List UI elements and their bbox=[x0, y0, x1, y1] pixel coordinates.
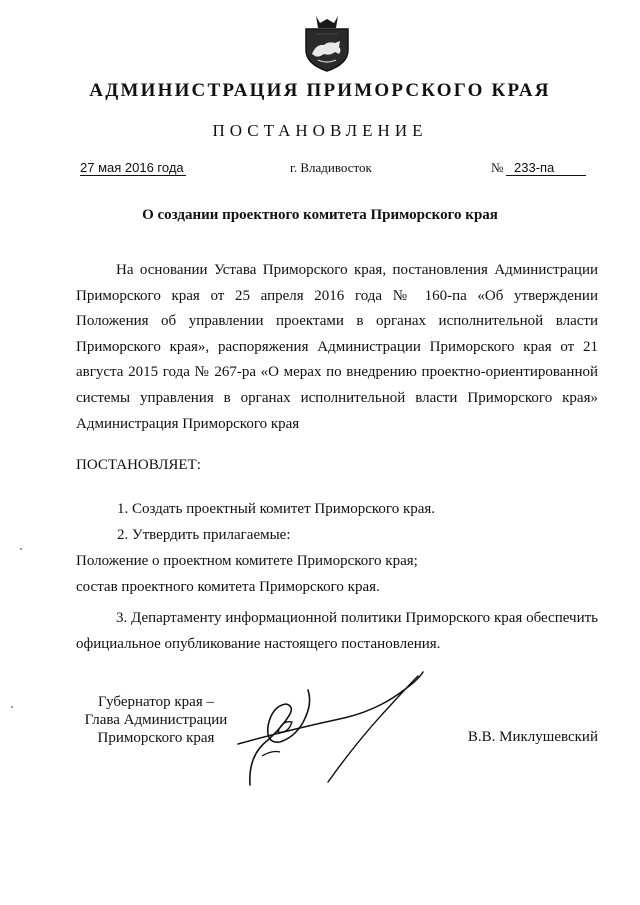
resolution-item-2: 2. Утвердить прилагаемые: bbox=[117, 527, 291, 543]
document-date: 27 мая 2016 года bbox=[80, 160, 184, 175]
number-label: № bbox=[491, 160, 504, 175]
document-number: 233-па bbox=[506, 160, 586, 176]
resolves-heading: ПОСТАНОВЛЯЕТ: bbox=[76, 457, 201, 473]
document-type: ПОСТАНОВЛЕНИЕ bbox=[212, 121, 428, 140]
position-line-1: Губернатор края – bbox=[98, 694, 214, 710]
position-line-2: Глава Администрации bbox=[84, 712, 228, 728]
resolution-item-2a: Положение о проектном комитете Приморского края; bbox=[76, 553, 418, 569]
resolution-item-1: 1. Создать проектный комитет Приморского края. bbox=[117, 501, 436, 517]
preamble-paragraph: На основании Устава Приморского края, постановления Администрации Приморского края от 25 апреля 2016 года № 160-па «Об утверждении Положения об управлении проектами в органах исполнительной власти Приморского края», распоряжения Администрации Приморского края от 21 августа 2015 года № 267-ра «О мерах по внедрению проектно-ориентированной системы управления в органах исполнительной власти Приморского края» Администрация Приморского края bbox=[76, 262, 598, 432]
scan-speck bbox=[20, 548, 22, 550]
organization-name: АДМИНИСТРАЦИЯ ПРИМОРСКОГО КРАЯ bbox=[89, 80, 551, 101]
coat-of-arms-icon bbox=[302, 14, 352, 72]
resolution-item-3: 3. Департаменту информационной политики Приморского края обеспечить официальное опубликование настоящего постановления. bbox=[76, 610, 598, 652]
document-title: О создании проектного комитета Приморского края bbox=[142, 207, 498, 223]
resolution-item-2b: состав проектного комитета Приморского края. bbox=[76, 579, 380, 595]
handwritten-signature bbox=[228, 660, 458, 790]
document-city: г. Владивосток bbox=[290, 160, 372, 175]
position-line-3: Приморского края bbox=[97, 730, 215, 746]
signatory-name: В.В. Миклушевский bbox=[467, 729, 598, 745]
scan-speck bbox=[11, 706, 13, 708]
